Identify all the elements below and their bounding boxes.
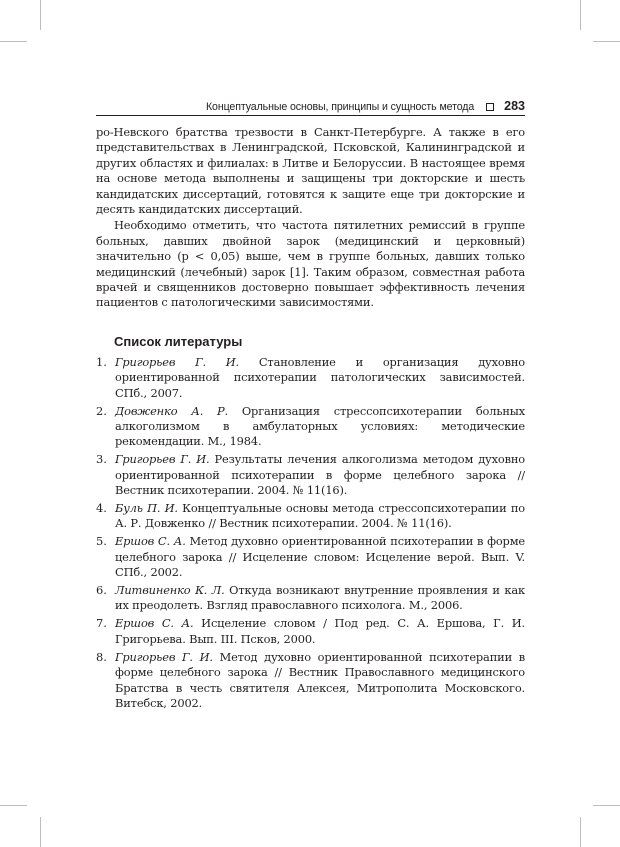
reference-text bbox=[115, 583, 525, 614]
reference-body: Результаты лечения алкоголизма методом духовно ориентированной психотерапии в форме целебного зарока // Вестник психотерапии. 2004. № 11(16). bbox=[115, 452, 525, 498]
reference-item bbox=[96, 501, 525, 532]
references-list bbox=[96, 355, 525, 711]
running-title: Концептуальные основы, принципы и сущность метода bbox=[205, 101, 475, 113]
reference-text bbox=[115, 534, 525, 580]
reference-item bbox=[96, 650, 525, 712]
reference-body: Организация стрессопсихотерапии больных алкоголизмом в амбулаторных условиях: методические рекомендации. М., 1984. bbox=[115, 403, 525, 449]
reference-body: Исцеление словом / Под ред. С. А. Ершова, Г. И. Григорьева. Вып. III. Псков, 2000. bbox=[115, 616, 525, 646]
reference-author: Григорьев Г. И. bbox=[115, 649, 213, 664]
crop-mark bbox=[593, 41, 620, 42]
running-header bbox=[96, 95, 525, 113]
crop-mark bbox=[40, 0, 41, 30]
body-paragraph: Необходимо отметить, что частота пятилетних ремиссий в группе больных, давших двойной зарок (медицинский и церковный) значительно (p < 0,05) выше, чем в группе больных, давших только медицинский (лечебный) зарок [1]. Таким образом, совместная работа врачей и священников достоверно повышает эффективность лечения пациентов с патологическими зависимостями. bbox=[96, 218, 525, 310]
reference-number: 4. bbox=[96, 501, 107, 516]
reference-item bbox=[96, 452, 525, 498]
reference-body: Метод духовно ориентированной психотерапии в форме целебного зарока // Исцеление словом: Исцеление верой. Вып. V. СПб., 2002. bbox=[115, 534, 526, 580]
crop-mark bbox=[593, 805, 620, 806]
reference-item bbox=[96, 616, 525, 647]
reference-item bbox=[96, 404, 525, 450]
reference-item bbox=[96, 355, 525, 401]
crop-mark bbox=[580, 0, 581, 30]
crop-mark bbox=[40, 817, 41, 847]
body-paragraph: ро-Невского братства трезвости в Санкт-Петербурге. А также в его представительствах в Ленинградской, Псковской, Калининградской и других областях и филиалах: в Литве и Белоруссии. В настоящее время на основе метода выполнены и защищены три докторские и шесть кандидатских диссертаций, готовятся к защите еще три докторские и десять кандидатских диссертаций. bbox=[96, 125, 525, 217]
reference-number: 6. bbox=[96, 583, 107, 598]
crop-mark bbox=[580, 817, 581, 847]
header-rule bbox=[96, 115, 525, 116]
crop-mark bbox=[0, 805, 27, 806]
page-number: 283 bbox=[504, 99, 525, 113]
reference-body: Метод духовно ориентированной психотерапии в форме целебного зарока // Вестник Православного медицинского Братства в честь святителя Алексея, Митрополита Московского. Витебск, 2002. bbox=[115, 649, 526, 710]
reference-author: Буль П. И. bbox=[115, 501, 178, 516]
reference-author: Литвиненко К. Л. bbox=[115, 583, 225, 598]
crop-mark bbox=[0, 41, 27, 42]
reference-text bbox=[115, 616, 525, 647]
reference-number: 3. bbox=[96, 452, 107, 467]
reference-author: Григорьев Г. И. bbox=[115, 354, 240, 369]
reference-text bbox=[115, 501, 525, 532]
reference-author: Ершов С. А. bbox=[115, 616, 194, 631]
reference-author: Ершов С. А. bbox=[115, 534, 186, 549]
reference-text bbox=[115, 404, 525, 450]
reference-body: Откуда возникают внутренние проявления и как их преодолеть. Взгляд православного психолога. М., 2006. bbox=[115, 583, 525, 613]
page-body bbox=[96, 125, 525, 714]
reference-author: Григорьев Г. И. bbox=[115, 452, 210, 467]
reference-number: 5. bbox=[96, 534, 107, 549]
reference-number: 1. bbox=[96, 354, 107, 369]
reference-number: 2. bbox=[96, 403, 107, 418]
reference-author: Довженко А. Р. bbox=[115, 403, 229, 418]
references-heading: Список литературы bbox=[114, 333, 243, 349]
reference-text bbox=[115, 452, 525, 498]
reference-item bbox=[96, 534, 525, 580]
reference-body: Становление и организация духовно ориентированной психотерапии патологических зависимостей. СПб., 2007. bbox=[115, 354, 526, 400]
reference-number: 7. bbox=[96, 616, 107, 631]
reference-number: 8. bbox=[96, 649, 107, 664]
reference-text bbox=[115, 650, 525, 712]
square-bullet-icon bbox=[486, 103, 494, 111]
reference-item bbox=[96, 583, 525, 614]
reference-text bbox=[115, 355, 525, 401]
reference-body: Концептуальные основы метода стрессопсихотерапии по А. Р. Довженко // Вестник психотерапии. 2004. № 11(16). bbox=[115, 501, 525, 531]
